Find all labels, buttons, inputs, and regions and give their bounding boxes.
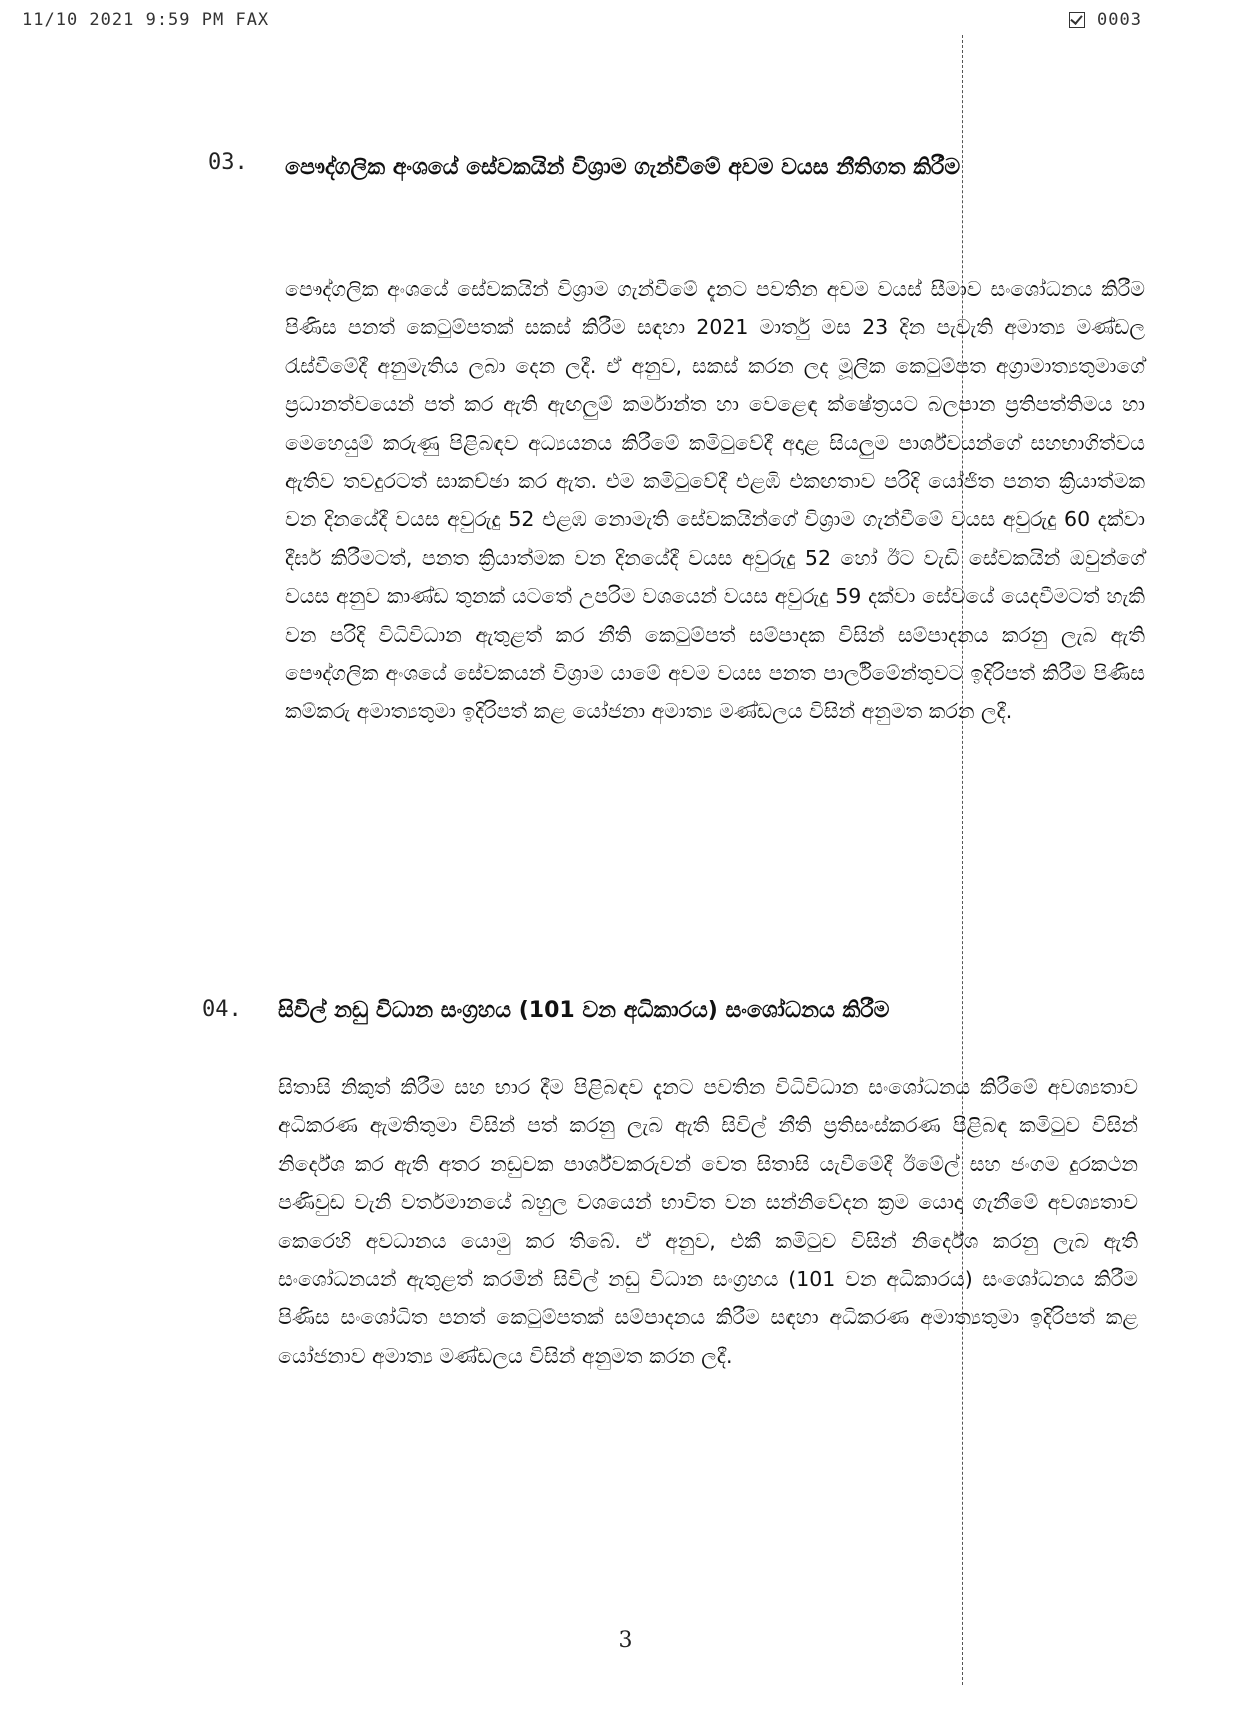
fax-page-code: 0003 bbox=[1097, 10, 1142, 30]
page-number: 3 bbox=[618, 1628, 633, 1653]
fax-page-code-group bbox=[1069, 10, 1142, 30]
fax-timestamp: 11/10 2021 9:59 PM FAX bbox=[22, 10, 270, 30]
section-title: සිවිල් නඩු විධාන සංග්‍රහය (101 වන අධිකාරය) සංශෝධනය කිරීම bbox=[278, 998, 890, 1023]
section-number: 03. bbox=[208, 150, 248, 175]
section-body: සිතාසි නිකුත් කිරීම සහ භාර දීම පිළිබඳව දැනට පවතින විධිවිධාන සංශෝධනය කිරීමේ අවශ්‍යතාව අධිකරණ ඇමතිතුමා විසින් පත් කරනු ලැබ ඇති සිවිල් නීති ප්‍රතිසංස්කරණ පිළිබඳ කමිටුව විසින් නිර්දේශ කර ඇති අතර නඩුවක පාර්ශ්වකරුවන් වෙත සිතාසි යැවීමේදී ඊමේල් සහ ජංගම දුරකථන පණිවුඩ වැනි වර්තමානයේ බහුල වශයෙන් භාවිත වන සන්නිවේදන ක්‍රම යොදා ගැනීමේ අවශ්‍යතාව කෙරෙහි අවධානය යොමු කර තිබේ. ඒ අනුව, එකී කමිටුව විසින් නිර්දේශ කරනු ලැබ ඇති සංශෝධනයන් ඇතුළත් කරමින් සිවිල් නඩු විධාන සංග්‍රහය (101 වන අධිකාරය) සංශෝධනය කිරීම පිණිස සංශෝධිත පනත් කෙටුම්පතක් සම්පාදනය කිරීම සඳහා අධිකරණ අමාත්‍යතුමා ඉදිරිපත් කළ යෝජනාව අමාත්‍ය මණ්ඩලය විසින් අනුමත කරන ලදී. bbox=[278, 1075, 1138, 1368]
section-body: පෞද්ගලික අංශයේ සේවකයින් විශ්‍රාම ගැන්වීමේ දැනට පවතින අවම වයස් සීමාව සංශෝධනය කිරීම පිණිස පනත් කෙටුම්පතක් සකස් කිරීම සඳහා 2021 මාර්තු මස 23 දින පැවැති අමාත්‍ය මණ්ඩල රැස්වීමේදී අනුමැතිය ලබා දෙන ලදී. ඒ අනුව, සකස් කරන ලද මූලික කෙටුම්පත අග්‍රාමාත්‍යතුමාගේ ප්‍රධානත්වයෙන් පත් කර ඇති ඇඟලුම් කර්මාන්ත හා වෙළෙඳ ක්ෂේත්‍රයට බලපාන ප්‍රතිපත්තිමය හා මෙහෙයුම් කරුණු පිළිබඳව අධ්‍යයනය කිරීමේ කමිටුවේදී අදාළ සියලුම පාර්ශ්වයන්ගේ සහභාගිත්වය ඇතිව තවදුරටත් සාකච්ඡා කර ඇත. එම කමිටුවේදී එළඹි එකඟතාව පරිදි යෝජිත පනත ක්‍රියාත්මක වන දිනයේදී වයස අවුරුදු 52 එළඹ නොමැති සේවකයින්ගේ විශ්‍රාම ගැන්වීමේ වයස අවුරුදු 60 දක්වා දීර්ඝ කිරීමටත්, පනත ක්‍රියාත්මක වන දිනයේදී වයස අවුරුදු 52 හෝ ඊට වැඩි සේවකයින් ඔවුන්ගේ වයස අනුව කාණ්ඩ තුනක් යටතේ උපරිම වශයෙන් වයස අවුරුදු 59 දක්වා සේවයේ යෙදවීමටත් හැකි වන පරිදි විධිවිධාන ඇතුළත් කර නීති කෙටුම්පත් සම්පාදක විසින් සම්පාදනය කරනු ලැබ ඇති පෞද්ගලික අංශයේ සේවකයන් විශ්‍රාම යාමේ අවම වයස පනත පාර්ලිමේන්තුවට ඉදිරිපත් කිරීම පිණිස කම්කරු අමාත්‍යතුමා ඉදිරිපත් කළ යෝජනා අමාත්‍ය මණ්ඩලය විසින් අනුමත කරන ලදී. bbox=[285, 277, 1145, 724]
checkbox-checked-icon bbox=[1069, 12, 1085, 28]
fax-header bbox=[22, 10, 1142, 30]
section-title: පෞද්ගලික අංශයේ සේවකයින් විශ්‍රාම ගැන්වීමේ අවම වයස නීතිගත කිරීම bbox=[285, 155, 961, 180]
section-number: 04. bbox=[202, 997, 242, 1022]
